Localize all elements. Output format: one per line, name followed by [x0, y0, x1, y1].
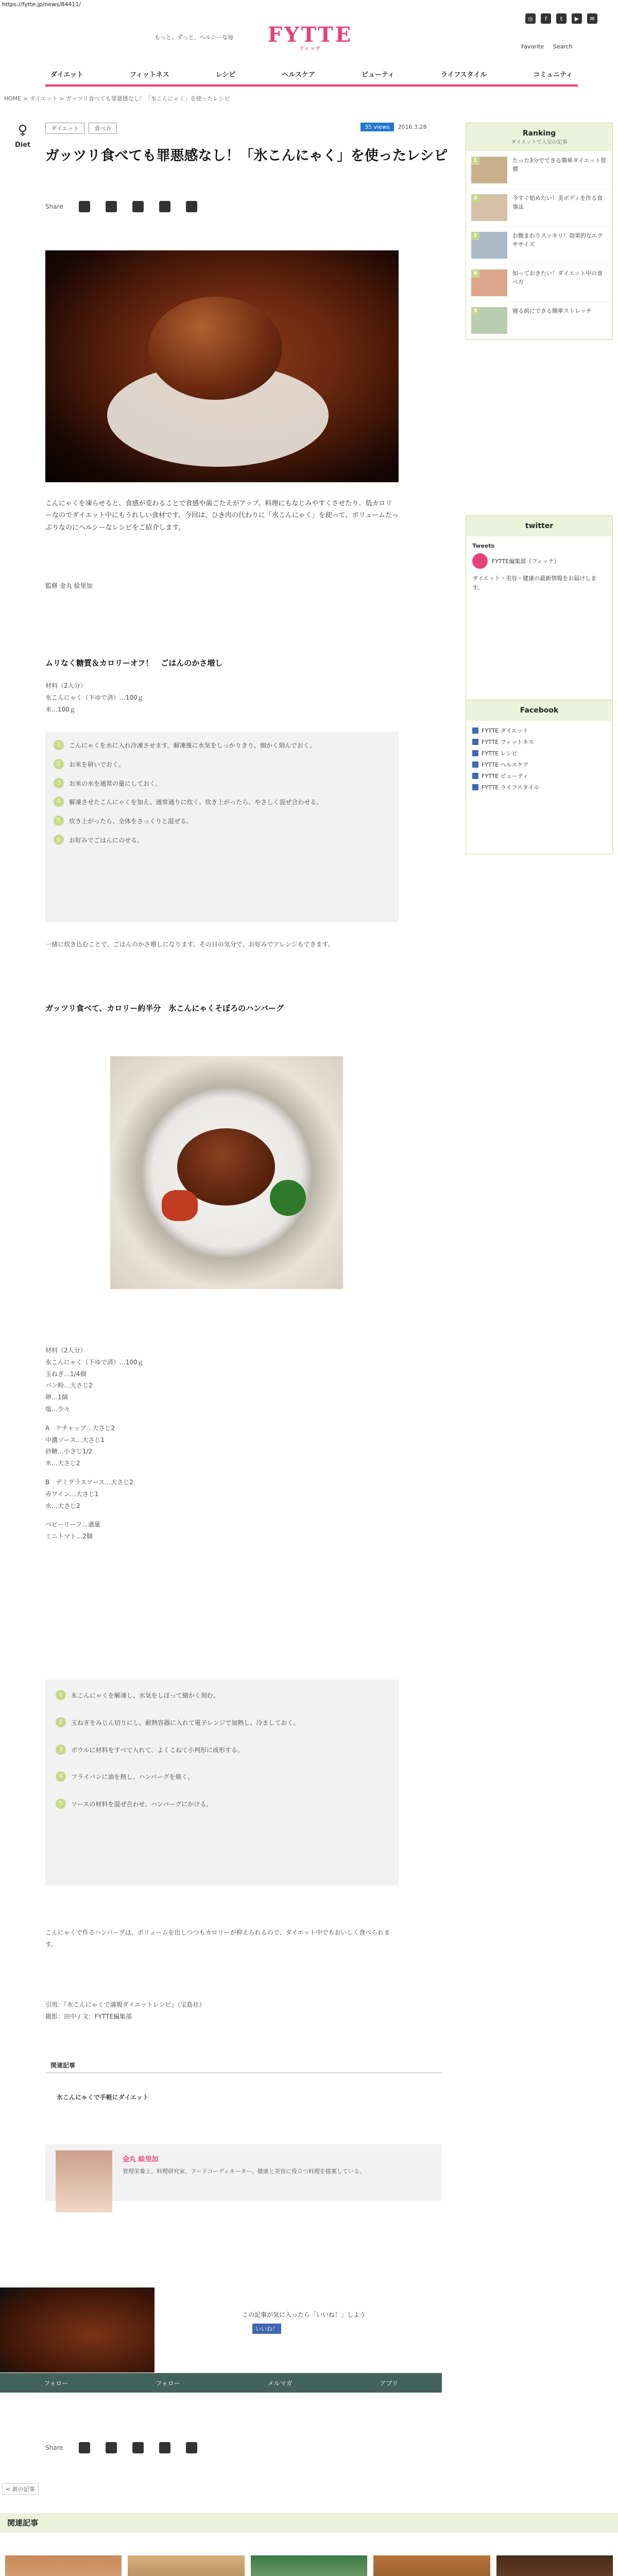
- bottom-share-bar: [45, 2442, 442, 2453]
- article-card[interactable]: [496, 2555, 613, 2576]
- recipe1-note: 一緒に炊き込むことで、ごはんのかさ増しになります。その日の気分で、お好みでアレンジもできます。: [45, 941, 334, 948]
- main-nav: [45, 65, 578, 82]
- recipe1-heading: ムリなく糖質＆カロリーオフ！ ごはんのかさ増し: [45, 658, 223, 668]
- article-author: 監修 金丸 絵里加: [45, 582, 93, 589]
- header-social: [525, 13, 597, 24]
- twitter-follow-button[interactable]: フォロー: [43, 2379, 68, 2387]
- ranking-item[interactable]: 4 知っておきたい！ダイエット中の食べ方: [466, 264, 612, 302]
- share-label: Share: [45, 203, 63, 210]
- diet-icon: ♀: [18, 123, 28, 138]
- line-share-icon[interactable]: [159, 201, 170, 212]
- ingredient-line: 氷こんにゃく（下ゆで済）…100ｇ: [45, 693, 144, 701]
- site-logo[interactable]: [265, 23, 355, 52]
- author-name[interactable]: 金丸 絵里加: [123, 2156, 159, 2163]
- bookmark-icon[interactable]: [186, 2442, 197, 2453]
- nav-item-healthcare[interactable]: ヘルスケア: [282, 71, 315, 79]
- facebook-page-link[interactable]: FYTTE ビューティ: [466, 770, 612, 782]
- facebook-page-link[interactable]: FYTTE ヘルスケア: [466, 759, 612, 770]
- tag-item[interactable]: 食べ方: [89, 123, 117, 134]
- article-title: ガッツリ食べても罪悪感なし！「氷こんにゃく」を使ったレシピ: [45, 148, 448, 164]
- tweets-label: Tweets: [472, 543, 495, 549]
- recipe2-steps: [45, 1680, 399, 1886]
- nav-item-lifestyle[interactable]: ライフスタイル: [440, 71, 487, 79]
- bookmark-icon[interactable]: [186, 201, 197, 212]
- instagram-follow-button[interactable]: フォロー: [156, 2379, 180, 2387]
- hatena-share-icon[interactable]: [132, 201, 144, 212]
- breadcrumb[interactable]: HOME > ダイエット > ガッツリ食べても罪悪感なし！「氷こんにゃく」を使ったレシピ: [4, 95, 230, 102]
- line-share-icon[interactable]: [159, 2442, 170, 2453]
- step-item: 5 ソースの材料を混ぜ合わせ、ハンバーグにかける。: [56, 1799, 388, 1810]
- mail-icon[interactable]: ✉: [587, 13, 597, 24]
- step-item: 3 ボウルに材料をすべて入れて、よくこねて小判形に成形する。: [56, 1744, 388, 1756]
- youtube-icon[interactable]: ▶: [572, 13, 582, 24]
- facebook-page-link[interactable]: FYTTE ダイエット: [466, 725, 612, 736]
- article-card[interactable]: [5, 2555, 122, 2576]
- article-stats: [360, 123, 427, 131]
- facebook-page-link[interactable]: FYTTE レシピ: [466, 748, 612, 759]
- instagram-icon[interactable]: ◎: [525, 13, 536, 24]
- ranking-item[interactable]: 5 寝る前にできる簡単ストレッチ: [466, 302, 612, 340]
- logo-text: FYTTE: [267, 23, 353, 47]
- recipe1-steps: [45, 732, 399, 922]
- tweet-text: ダイエット・美容・健康の最新情報をお届けします。: [472, 575, 597, 591]
- step-item: 3 お米の水を通常の量にしておく。: [54, 778, 390, 790]
- hero-image: [45, 250, 399, 482]
- ranking-item[interactable]: 2 今すぐ始めたい！美ボディを作る食事法: [466, 189, 612, 227]
- category-badge: [10, 123, 35, 149]
- facebook-share-icon[interactable]: [79, 201, 90, 212]
- nav-item-recipe[interactable]: レシピ: [215, 71, 236, 79]
- ranking-title: Ranking ダイエットで人気の記事: [466, 123, 612, 151]
- twitter-icon[interactable]: t: [556, 13, 566, 24]
- step-item: 1 こんにゃくを水に入れ冷凍させます。解凍後に水気をしっかりきり、細かく刻んでおく。: [54, 740, 390, 752]
- article-card[interactable]: [251, 2555, 367, 2576]
- banner-image: [0, 2287, 154, 2372]
- article-lead: こんにゃくを凍らせると、食感が変わることで食感や歯ごたえがアップ。料理にもなじみやすくさせたり、低カロリーなのでダイエット中にもうれしい食材です。今回は、ひき肉の代わりに「氷こんにゃく」を使って、ボリュームたっぷりなのにヘルシーなレシピをご紹介します。: [45, 500, 399, 532]
- step-item: 4 解凍させたこんにゃくを加え、通常通りに炊く。炊き上がったら、やさしく混ぜ合わせる。: [54, 796, 390, 808]
- step-item: 1 氷こんにゃくを解凍し、水気をしぼって細かく刻む。: [56, 1690, 388, 1702]
- banner-text: この記事が気に入ったら「いいね！」しよう: [242, 2311, 366, 2318]
- search-link[interactable]: Search: [553, 43, 573, 50]
- related-label: 関連記事: [45, 2061, 80, 2070]
- related-link[interactable]: 氷こんにゃくで手軽にダイエット: [57, 2094, 149, 2101]
- step-item: 4 フライパンに油を熱し、ハンバーグを焼く。: [56, 1771, 388, 1783]
- tag-item[interactable]: ダイエット: [45, 123, 84, 134]
- nav-divider: [45, 84, 578, 87]
- views-badge: 35 views: [360, 123, 394, 131]
- article-card[interactable]: [128, 2555, 244, 2576]
- share-bar: [45, 201, 457, 212]
- twitter-share-icon[interactable]: [106, 2442, 117, 2453]
- share-label: Share: [45, 2444, 63, 2451]
- app-button[interactable]: アプリ: [380, 2379, 399, 2387]
- broccoli-shape: [270, 1180, 306, 1216]
- facebook-box: [466, 700, 613, 854]
- facebook-like-button[interactable]: いいね！: [252, 2324, 281, 2334]
- article-source: 引用：『氷こんにゃくで満腹ダイエットレシピ』（宝島社） 撮影：田中 / 文：FYTTE編集部: [45, 2001, 205, 2020]
- hamburger-shape: [148, 297, 282, 400]
- step-item: 2 お米を研いでおく。: [54, 759, 390, 771]
- twitter-share-icon[interactable]: [106, 201, 117, 212]
- article-card[interactable]: [373, 2555, 490, 2576]
- recipe2-note: こんにゃくで作るハンバーグは、ボリュームを出しつつもカロリーが抑えられるので、ダイエット中でもおいしく食べられます。: [45, 1929, 390, 1948]
- facebook-icon[interactable]: f: [541, 13, 551, 24]
- author-desc: 管理栄養士、料理研究家、フードコーディネーター。健康と美容に役立つ料理を提案している。: [123, 2168, 365, 2175]
- step-item: 6 お好みでごはんにのせる。: [54, 835, 390, 846]
- header-links: [521, 43, 573, 50]
- hatena-share-icon[interactable]: [132, 2442, 144, 2453]
- like-banner: [0, 2287, 442, 2391]
- facebook-share-icon[interactable]: [79, 2442, 90, 2453]
- header-tagline: もっと、ずっと、ヘルシーな毎: [154, 34, 234, 41]
- nav-item-community[interactable]: コミュニティ: [533, 71, 573, 79]
- ingredient-line: 材料（2人分）: [45, 682, 87, 689]
- mail-magazine-button[interactable]: メルマガ: [267, 2379, 293, 2387]
- page-url: https://fytte.jp/news/84411/: [2, 1, 81, 8]
- facebook-page-link[interactable]: FYTTE フィットネス: [466, 736, 612, 748]
- article-tags: [45, 123, 117, 134]
- banner-follow-bar: [0, 2373, 442, 2393]
- step-item: 5 炊き上がったら、全体をさっくりと混ぜる。: [54, 816, 390, 827]
- ranking-box: [466, 123, 613, 340]
- facebook-page-link[interactable]: FYTTE ライフスタイル: [466, 782, 612, 793]
- author-profile: [45, 2144, 442, 2201]
- related-cards: [0, 2555, 618, 2576]
- nav-item-diet[interactable]: ダイエット: [50, 71, 83, 79]
- category-label: Diet: [14, 141, 31, 149]
- recipe2-image: [110, 1056, 343, 1289]
- header: [0, 0, 618, 61]
- logo-sub: フィッテ: [299, 46, 322, 52]
- ingredient-line: 米…100ｇ: [45, 705, 76, 713]
- nav-item-fitness[interactable]: フィットネス: [129, 71, 169, 79]
- nav-item-beauty[interactable]: ビューティ: [361, 71, 394, 79]
- tweet-name[interactable]: FYTTE編集部（フィッテ）: [492, 558, 560, 565]
- recipe1-ingredients: [45, 680, 399, 715]
- recipe2-heading: ガッツリ食べて、カロリー約半分 氷こんにゃくそぼろのハンバーグ: [45, 1004, 284, 1013]
- prev-article-button[interactable]: < 前の記事: [2, 2483, 39, 2495]
- recipe2-ingredients: 材料（2人分） 氷こんにゃく（下ゆで済）…100ｇ 玉ねぎ…1/4個 パン粉…大さじ2 卵…1個 塩…少々 A ケチャップ…大さじ2 中濃ソース…大さじ1 砂糖…小さじ1/2 水…大さじ2 B デミグラスソース…大さじ2 赤ワイン…大さじ1 水…大さじ2 ベビーリーフ…適量 ミニトマト…2個: [45, 1347, 144, 1540]
- article-date: 2016.3.28: [398, 124, 427, 130]
- twitter-title: twitter: [466, 516, 612, 536]
- ranking-item[interactable]: 3 お腹まわりスッキリ！効果的なエクササイズ: [466, 227, 612, 264]
- facebook-title: Facebook: [466, 700, 612, 721]
- favorite-link[interactable]: Favorite: [521, 43, 544, 50]
- tomato-shape: [162, 1190, 198, 1221]
- related-heading: [45, 2061, 442, 2070]
- related-section-header: 関連記事: [0, 2513, 618, 2533]
- step-item: 2 玉ねぎをみじん切りにし、耐熱容器に入れて電子レンジで加熱し、冷ましておく。: [56, 1717, 388, 1729]
- twitter-avatar: [472, 553, 488, 569]
- author-avatar: [56, 2150, 112, 2212]
- ranking-item[interactable]: 1 たった3分でできる簡単ダイエット習慣: [466, 151, 612, 189]
